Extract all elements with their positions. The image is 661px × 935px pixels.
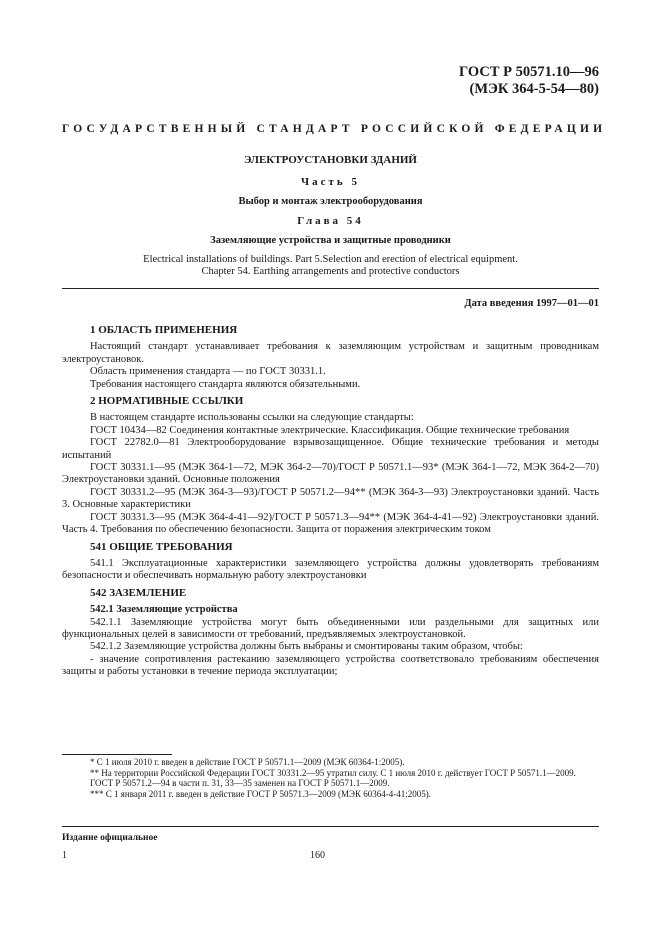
paragraph: Настоящий стандарт устанавливает требования к заземляющим устройствам и защитным проводникам электроустановок. <box>62 341 599 365</box>
standard-number-iec: (МЭК 364-5-54—80) <box>469 81 599 97</box>
paragraph: В настоящем стандарте использованы ссылки на следующие стандарты: <box>90 412 414 424</box>
reference-item: ГОСТ 22782.0—81 Электрооборудование взрывозащищенное. Общие технические требования и методы испытаний <box>62 437 599 461</box>
section-2-heading: 2 НОРМАТИВНЫЕ ССЫЛКИ <box>90 395 244 408</box>
paragraph: Требования настоящего стандарта являются обязательными. <box>90 378 361 390</box>
footer-divider <box>62 826 599 827</box>
chapter-label: Глава 54 <box>297 215 364 227</box>
document-body <box>62 320 599 679</box>
english-title-line-2: Chapter 54. Earthing arrangements and protective conductors <box>201 266 460 277</box>
paragraph: 542.1.1 Заземляющие устройства могут быть объединенными или раздельными для защитных или функциональных целей в зависимости от требований, предъявляемых электроустановкой. <box>62 616 599 640</box>
paragraph: - значение сопротивления растеканию заземляющего устройства соответствовало требованиям обеспечения защиты и работы установки в течение периода эксплуатации; <box>62 653 599 678</box>
reference-item: ГОСТ 10434—82 Соединения контактные электрические. Классификация. Общие технические требования <box>90 424 570 436</box>
page-number: 160 <box>310 850 325 861</box>
english-title-line-1: Electrical installations of buildings. Part 5.Selection and erection of electrical equipment. <box>143 254 518 265</box>
footnote: * С 1 июля 2010 г. введен в действие ГОСТ Р 50571.1—2009 (МЭК 60364-1:2005). <box>90 757 405 767</box>
footnote: ГОСТ Р 50571.2—94 в части п. 31, 33—35 заменен на ГОСТ Р 50571.1—2009. <box>90 778 390 788</box>
part-subtitle: Выбор и монтаж электрооборудования <box>238 196 423 207</box>
reference-item: ГОСТ 30331.2—95 (МЭК 364-3—93)/ГОСТ Р 50571.2—94** (МЭК 364-3—93) Электроустановки зданий. Часть 3. Основные характеристики <box>62 486 599 511</box>
section-541-heading: 541 ОБЩИЕ ТРЕБОВАНИЯ <box>90 540 233 553</box>
title-divider <box>62 288 599 289</box>
reference-item: ГОСТ 30331.3—95 (МЭК 364-4-41—92)/ГОСТ Р 50571.3—94** (МЭК 364-4-41—92) Электроустановки зданий. Часть 4. Требования по обеспечению безопасности. Защита от поражения электрическим током <box>62 511 599 536</box>
subsection-5421-title: 542.1 Заземляющие устройства <box>90 604 238 616</box>
page-index-left: 1 <box>62 850 67 861</box>
paragraph: 541.1 Эксплуатационные характеристики заземляющего устройства должны удовлетворять требованиям безопасности и обеспечивать нормальную работу электроустановки <box>62 557 599 582</box>
reference-item: ГОСТ 30331.1—95 (МЭК 364-1—72, МЭК 364-2—70)/ГОСТ Р 50571.1—93* (МЭК 364-1—72, МЭК 364-2—70) Электроустановки зданий. Основные положения <box>62 462 599 486</box>
footnote: *** С 1 января 2011 г. введен в действие ГОСТ Р 50571.3—2009 (МЭК 60364-4-41:2005). <box>90 788 431 799</box>
paragraph: Область применения стандарта — по ГОСТ 30331.1. <box>90 366 326 378</box>
national-standard-heading: ГОСУДАРСТВЕННЫЙ СТАНДАРТ РОССИЙСКОЙ ФЕДЕРАЦИИ <box>62 123 607 135</box>
introduction-date: Дата введения 1997—01—01 <box>464 298 599 309</box>
document-title: ЭЛЕКТРОУСТАНОВКИ ЗДАНИЙ <box>243 154 417 166</box>
section-1-heading: 1 ОБЛАСТЬ ПРИМЕНЕНИЯ <box>90 324 238 336</box>
standard-number-gost: ГОСТ Р 50571.10—96 <box>459 64 599 80</box>
footnotes <box>62 757 599 799</box>
section-542-heading: 542 ЗАЗЕМЛЕНИЕ <box>90 586 187 599</box>
footnote-divider <box>62 754 172 755</box>
paragraph: 542.1.2 Заземляющие устройства должны быть выбраны и смонтированы таким образом, чтобы: <box>90 641 523 653</box>
footnote: ** На территории Российской Федерации ГОСТ 30331.2—95 утратил силу. С 1 июля 2010 г. действует ГОСТ Р 50571.1—2009. <box>90 767 576 778</box>
edition-label: Издание официальное <box>62 833 158 843</box>
chapter-subtitle: Заземляющие устройства и защитные проводники <box>210 235 451 246</box>
standard-number <box>459 64 599 98</box>
part-label: Часть 5 <box>301 176 360 188</box>
